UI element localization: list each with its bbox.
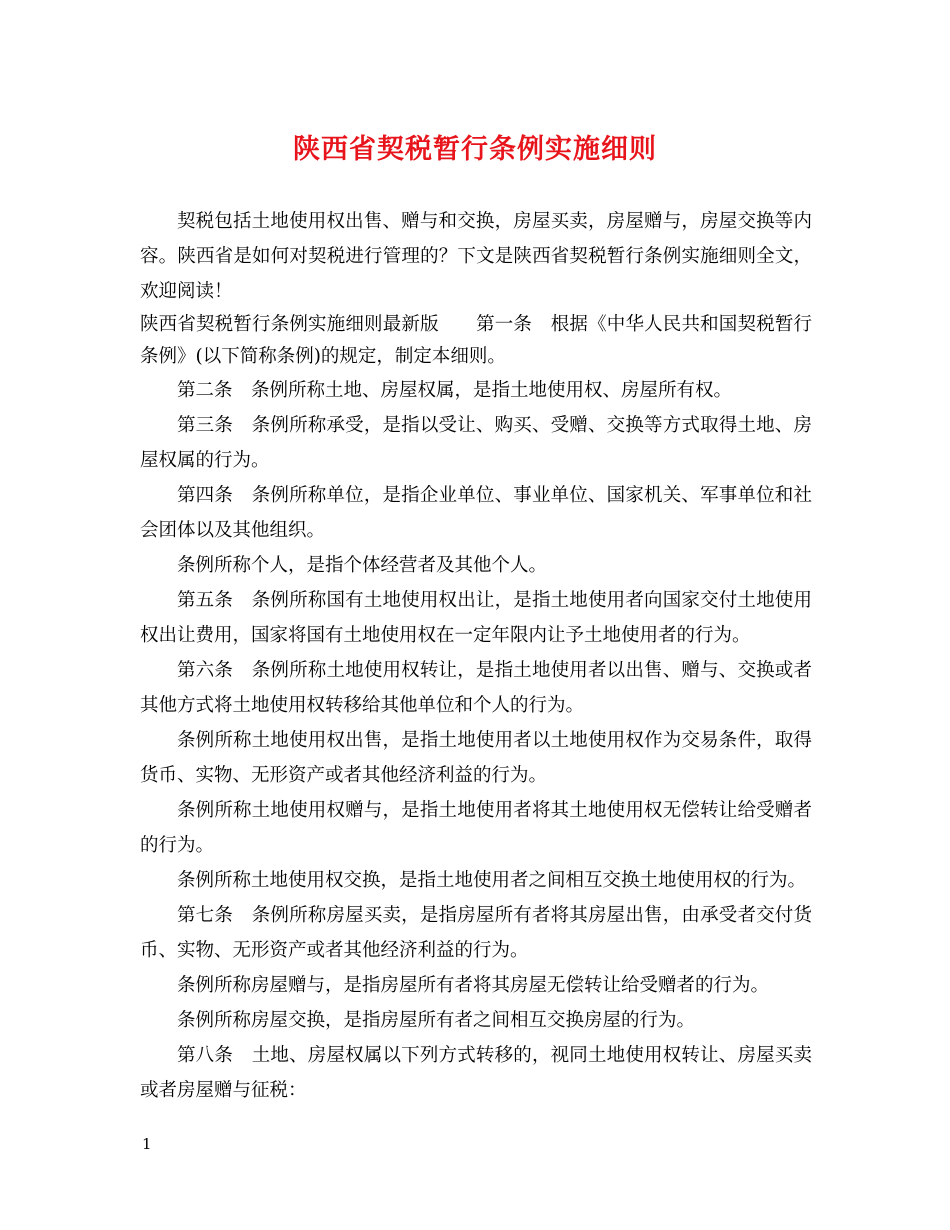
paragraph-article-6: 第六条 条例所称土地使用权转让，是指土地使用者以出售、赠与、交换或者其他方式将土地使用权转移给其他单位和个人的行为。 [140,660,812,716]
paragraph-article-6-gift: 条例所称土地使用权赠与，是指土地使用者将其土地使用权无偿转让给受赠者的行为。 [140,800,812,856]
page-title: 陕西省契税暂行条例实施细则 [293,134,657,165]
paragraph-article-7: 第七条 条例所称房屋买卖，是指房屋所有者将其房屋出售，由承受者交付货币、实物、无形资产或者其他经济利益的行为。 [140,905,812,961]
paragraph-article-2: 第二条 条例所称土地、房屋权属，是指土地使用权、房屋所有权。 [177,380,733,401]
paragraph-article-4: 第四条 条例所称单位，是指企业单位、事业单位、国家机关、军事单位和社会团体以及其他组织。 [140,485,812,541]
page-number: 1 [142,1135,152,1153]
paragraph-article-7-exchange: 条例所称房屋交换，是指房屋所有者之间相互交换房屋的行为。 [177,1010,696,1031]
paragraph-article-6-exchange: 条例所称土地使用权交换，是指土地使用者之间相互交换土地使用权的行为。 [177,870,807,891]
document-body [140,204,812,1108]
paragraph-article-8: 第八条 土地、房屋权属以下列方式转移的，视同土地使用权转让、房屋买卖或者房屋赠与征税： [140,1045,812,1101]
paragraph-article-5: 第五条 条例所称国有土地使用权出让，是指土地使用者向国家交付土地使用权出让费用，国家将国有土地使用权在一定年限内让予土地使用者的行为。 [140,590,812,646]
paragraph-article-6-sale: 条例所称土地使用权出售，是指土地使用者以土地使用权作为交易条件，取得货币、实物、无形资产或者其他经济利益的行为。 [140,730,812,786]
paragraph-article-3: 第三条 条例所称承受，是指以受让、购买、受赠、交换等方式取得土地、房屋权属的行为。 [140,415,812,471]
paragraph-article-1: 陕西省契税暂行条例实施细则最新版 第一条 根据《中华人民共和国契税暂行条例》(以下简称条例)的规定，制定本细则。 [140,314,812,367]
paragraph-article-4-individual: 条例所称个人，是指个体经营者及其他个人。 [177,555,548,576]
paragraph-article-7-gift: 条例所称房屋赠与，是指房屋所有者将其房屋无偿转让给受赠者的行为。 [177,975,770,996]
paragraph-intro: 契税包括土地使用权出售、赠与和交换，房屋买卖，房屋赠与，房屋交换等内容。陕西省是如何对契税进行管理的？下文是陕西省契税暂行条例实施细则全文，欢迎阅读！ [140,211,812,302]
